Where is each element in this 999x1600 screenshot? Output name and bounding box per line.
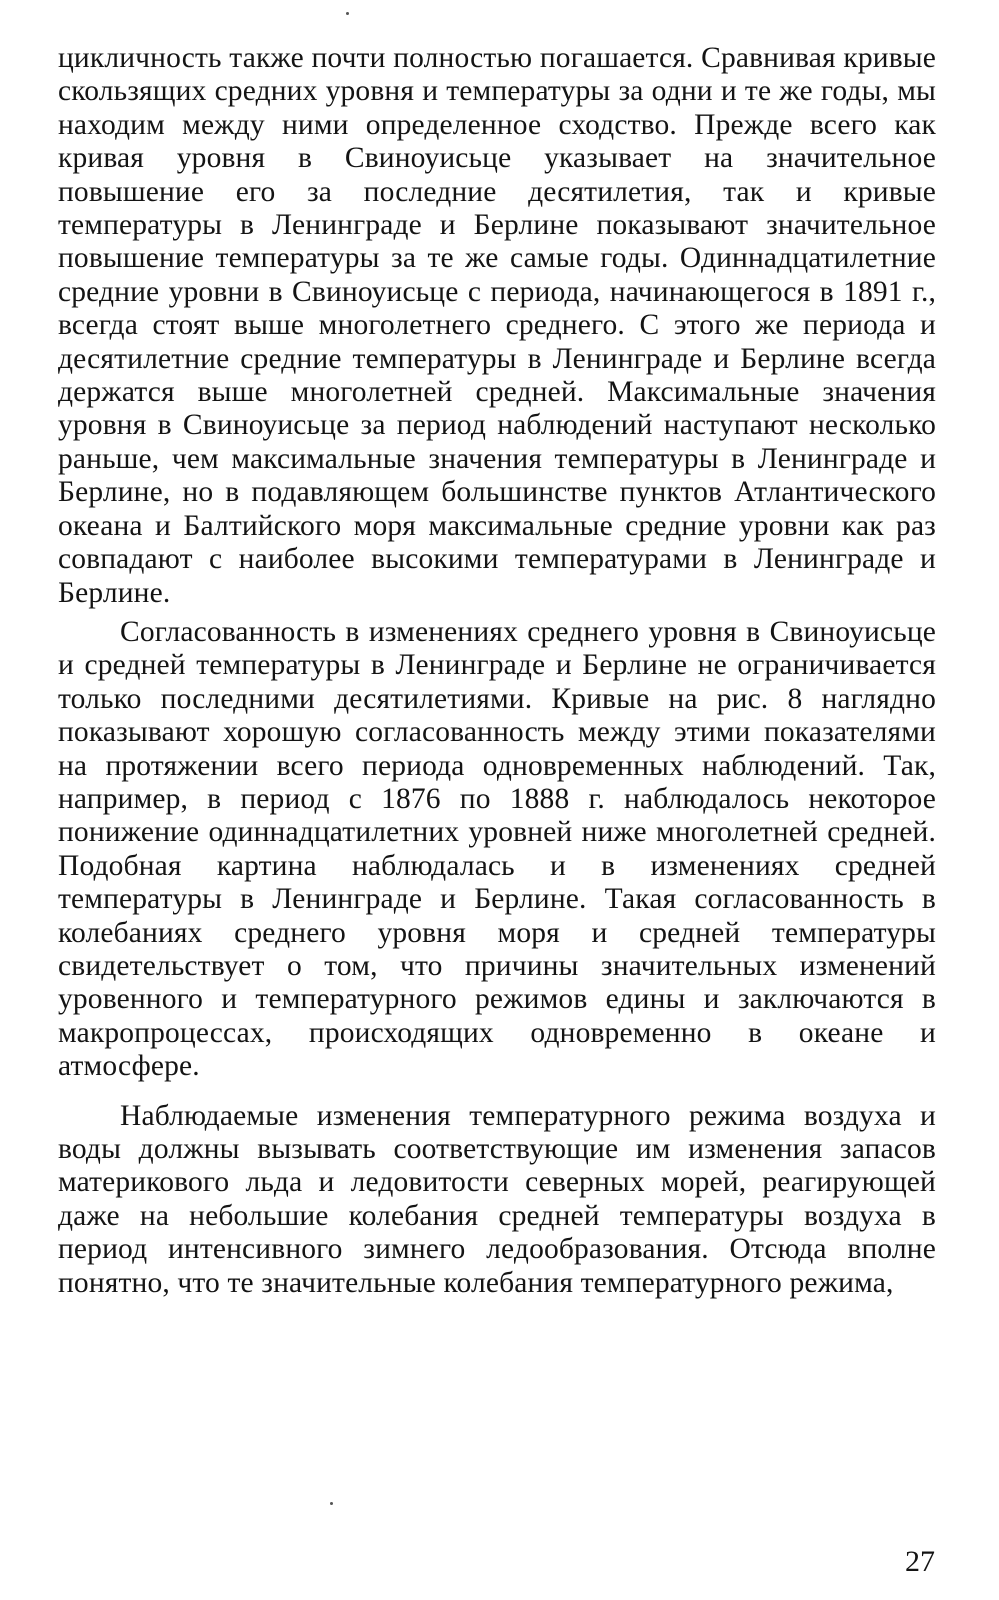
- page-body: [58, 42, 936, 1300]
- paragraph-continuation: цикличность также почти полностью погашается. Сравнивая кривые скользящих средних уровня и температуры за одни и те же годы, мы находим между ними определенное сходство. Прежде всего как кривая уровня в Свиноуисьце указывает на значительное повышение его за последние десятилетия, так и кривые температуры в Ленинграде и Берлине показывают значительное повышение температуры за те же самые годы. Одиннадцатилетние средние уровни в Свиноуисьце с периода, начинающегося в 1891 г., всегда стоят выше многолетнего среднего. С этого же периода и десятилетние средние температуры в Ленинграде и Берлине всегда держатся выше многолетней средней. Максимальные значения уровня в Свиноуисьце за период наблюдений наступают несколько раньше, чем максимальные значения температуры в Ленинграде и Берлине, но в подавляющем большинстве пунктов Атлантического океана и Балтийского моря максимальные средние уровни как раз совпадают с наиболее высокими температурами в Ленинграде и Берлине.: [58, 42, 936, 609]
- print-speck: [330, 1502, 333, 1505]
- paragraph-observed-changes: Наблюдаемые изменения температурного режима воздуха и воды должны вызывать соответствующие им изменения запасов материкового льда и ледовитости северных морей, реагирующей даже на небольшие колебания средней температуры воздуха в период интенсивного зимнего ледообразования. Отсюда вполне понятно, что те значительные колебания температурного режима,: [58, 1099, 936, 1299]
- paragraph-consistency: Согласованность в изменениях среднего уровня в Свиноуисьце и средней температуры в Ленинграде и Берлине не ограничивается только последними десятилетиями. Кривые на рис. 8 наглядно показывают хорошую согласованность между этими показателями на протяжении всего периода одновременных наблюдений. Так, например, в период с 1876 по 1888 г. наблюдалось некоторое понижение одиннадцатилетних уровней ниже многолетней средней. Подобная картина наблюдалась и в изменениях средней температуры в Ленинграде и Берлине. Такая согласованность в колебаниях среднего уровня моря и средней температуры свидетельствует о том, что причины значительных изменений уровенного и температурного режимов едины и заключаются в макропроцессах, происходящих одновременно в океане и атмосфере.: [58, 615, 936, 1083]
- page-number: 27: [905, 1545, 935, 1578]
- print-speck: [346, 12, 349, 15]
